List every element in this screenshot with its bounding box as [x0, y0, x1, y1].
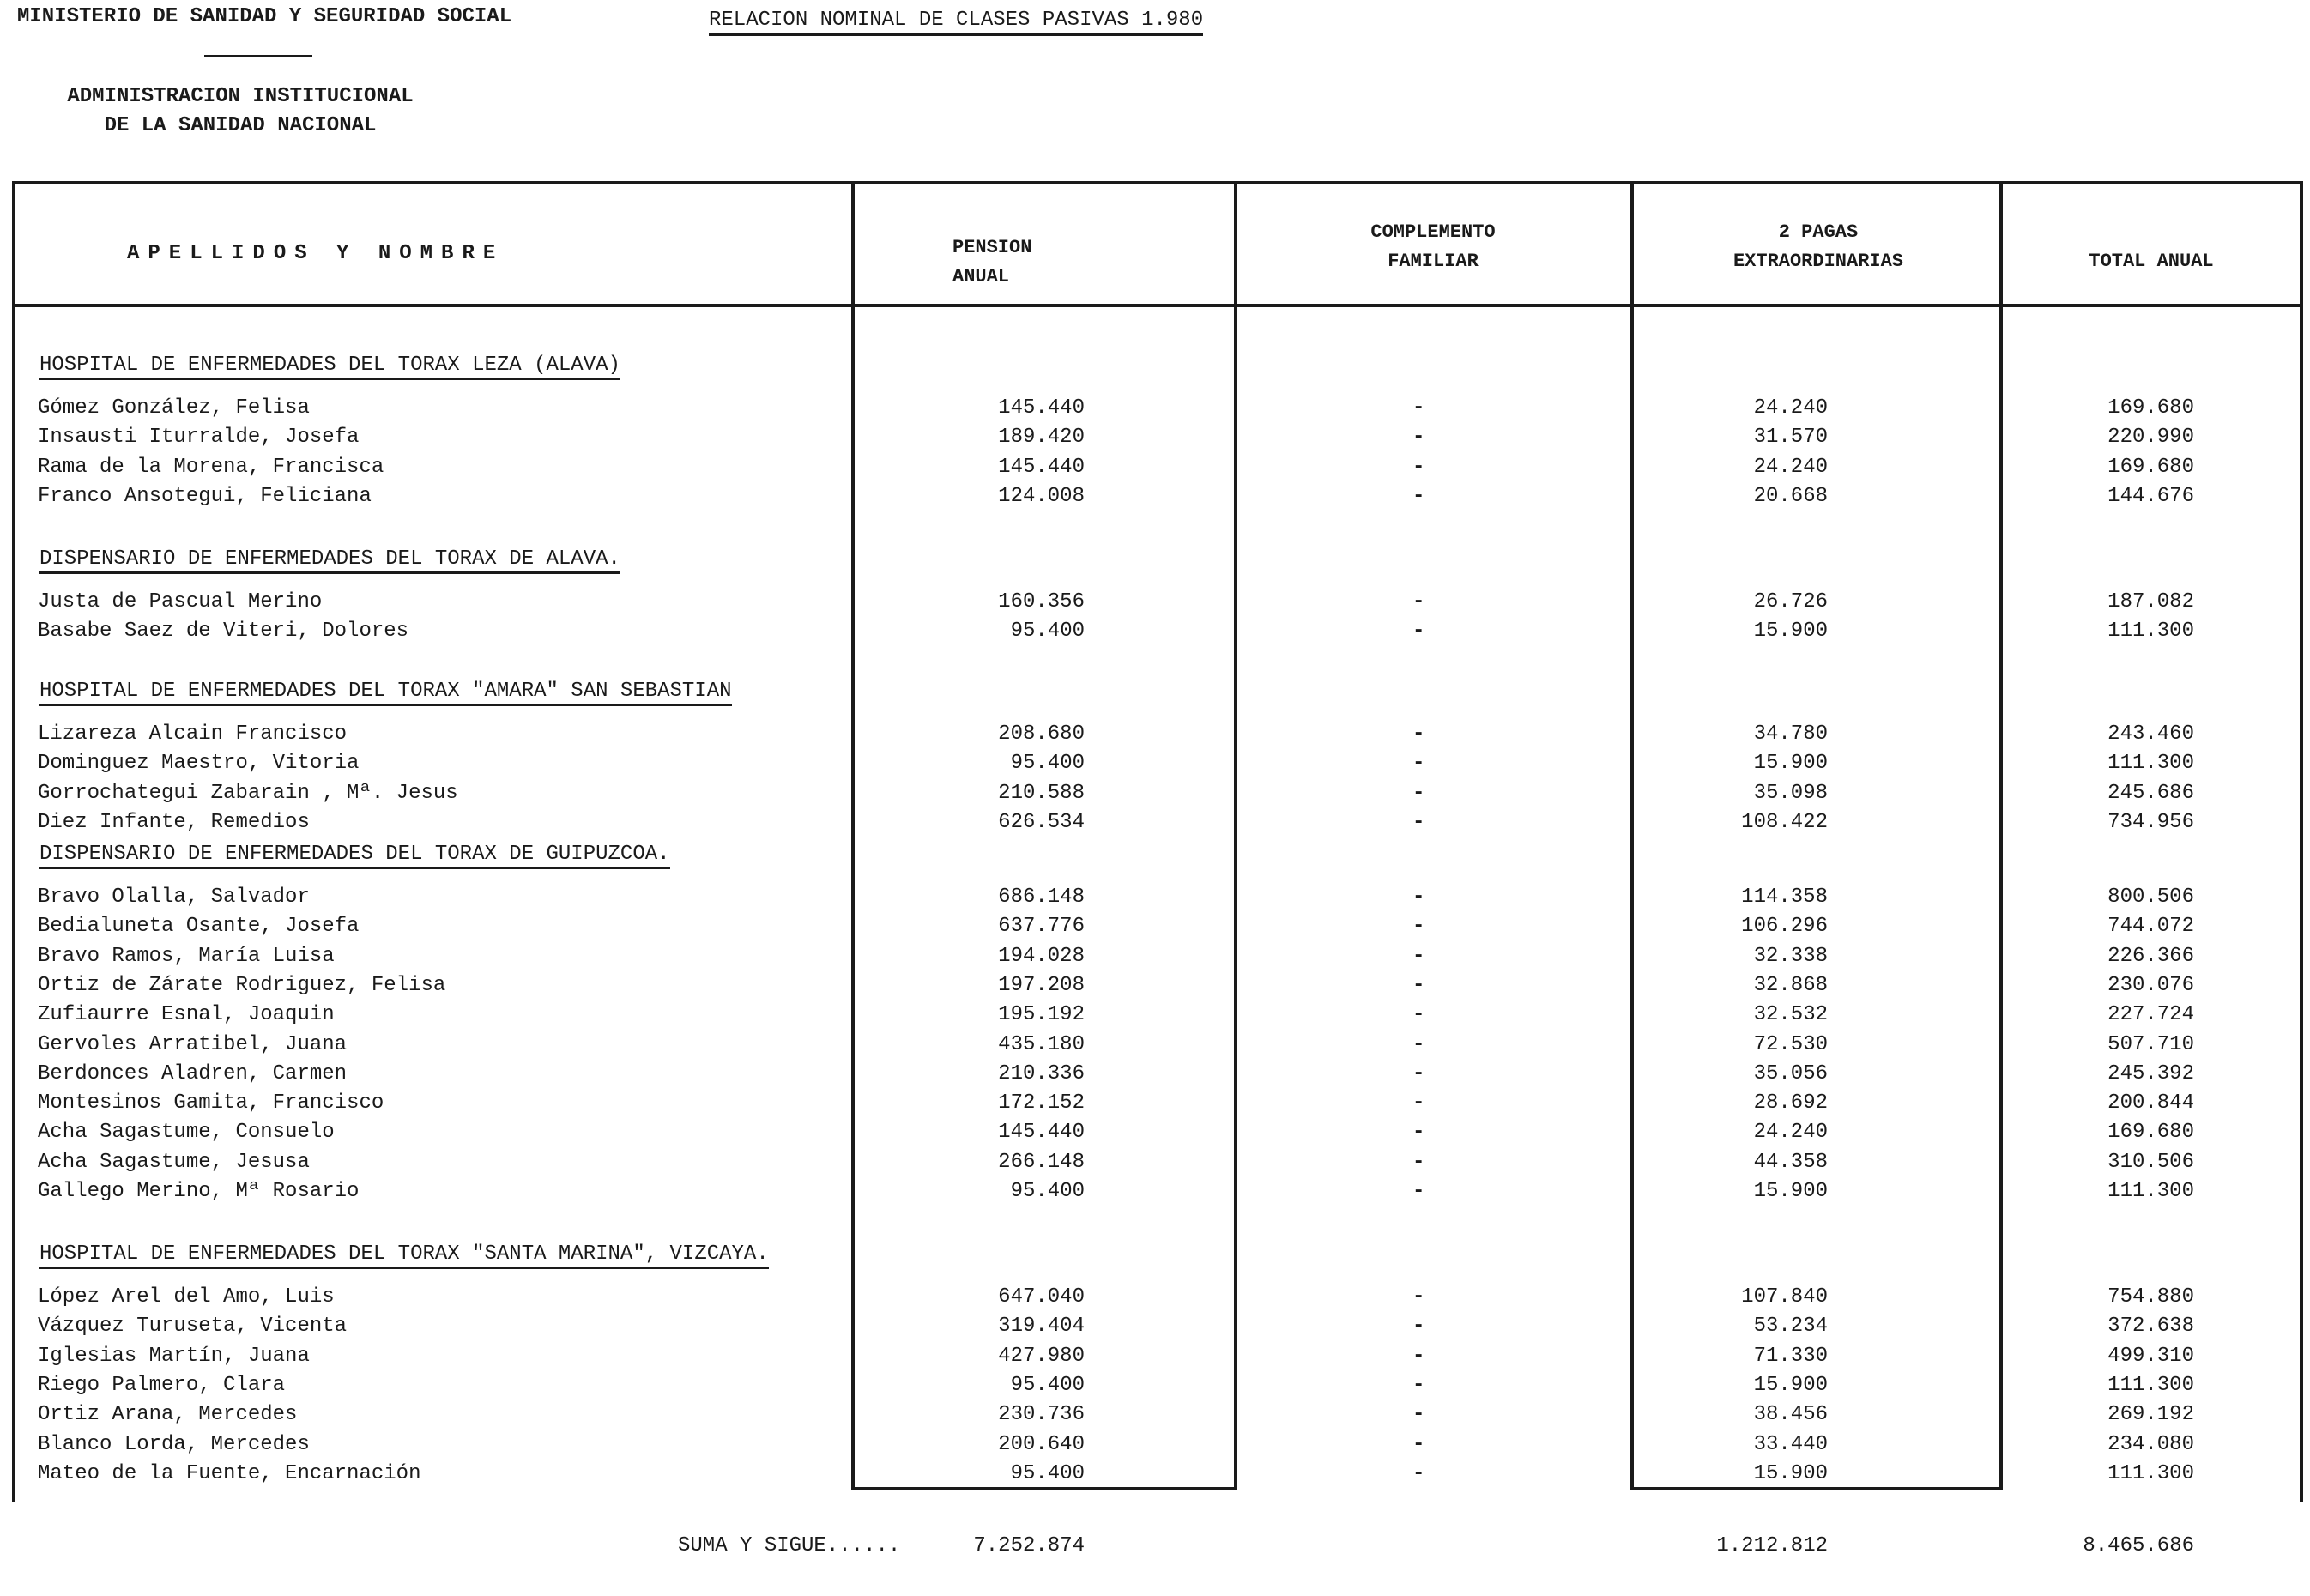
- row-name: Ortiz Arana, Mercedes: [38, 1403, 298, 1427]
- row-pension: 160.356: [998, 590, 1085, 614]
- row-name: Gómez González, Felisa: [38, 396, 310, 420]
- row-pagas: 28.692: [1753, 1091, 1828, 1115]
- row-name: Iglesias Martín, Juana: [38, 1344, 310, 1368]
- row-total: 507.710: [2107, 1032, 2194, 1056]
- row-pension: 145.440: [998, 455, 1085, 479]
- section-title: HOSPITAL DE ENFERMEDADES DEL TORAX "AMARA" SAN SEBASTIAN: [39, 680, 732, 706]
- row-name: Ortiz de Zárate Rodriguez, Felisa: [38, 973, 446, 997]
- row-complemento: -: [1412, 1315, 1425, 1339]
- row-pagas: 72.530: [1753, 1032, 1828, 1056]
- row-total: 245.392: [2107, 1061, 2194, 1085]
- pagas-col-bottom: [1630, 1487, 2003, 1490]
- row-complemento: -: [1412, 1121, 1425, 1145]
- row-pagas: 35.056: [1753, 1061, 1828, 1085]
- row-total: 169.680: [2107, 455, 2194, 479]
- col-header-pagas: [1634, 218, 2003, 276]
- suma-pagas-total: 1.212.812: [1716, 1534, 1828, 1557]
- row-pagas: 24.240: [1753, 396, 1828, 420]
- admin-line-2: DE LA SANIDAD NACIONAL: [104, 114, 377, 137]
- row-pension: 427.980: [998, 1344, 1085, 1368]
- row-total: 372.638: [2107, 1315, 2194, 1339]
- row-name: Bravo Olalla, Salvador: [38, 886, 310, 909]
- row-name: Bedialuneta Osante, Josefa: [38, 915, 360, 939]
- row-name: Franco Ansotegui, Feliciana: [38, 484, 372, 508]
- col-header-pension: [952, 233, 1124, 292]
- suma-pension-total: 7.252.874: [973, 1534, 1085, 1557]
- ministry-underline: [204, 55, 312, 57]
- col-divider-pagas: [1630, 181, 1634, 1490]
- row-total: 269.192: [2107, 1403, 2194, 1427]
- section-title: HOSPITAL DE ENFERMEDADES DEL TORAX LEZA (ALAVA): [39, 354, 620, 380]
- row-pension: 266.148: [998, 1150, 1085, 1174]
- row-name: Bravo Ramos, María Luisa: [38, 944, 335, 968]
- row-pagas: 15.900: [1753, 1461, 1828, 1485]
- row-pagas: 32.338: [1753, 944, 1828, 968]
- row-complemento: -: [1412, 781, 1425, 805]
- row-total: 169.680: [2107, 396, 2194, 420]
- row-total: 111.300: [2107, 1373, 2194, 1397]
- suma-grand-total: 8.465.686: [2083, 1534, 2194, 1557]
- col-header-pension-line1: PENSION: [952, 237, 1032, 258]
- row-name: Gorrochategui Zabarain , Mª. Jesus: [38, 781, 458, 805]
- col-header-pagas-line1: 2 PAGAS: [1778, 221, 1859, 243]
- row-pagas: 106.296: [1741, 915, 1828, 939]
- row-complemento: -: [1412, 1061, 1425, 1085]
- col-divider-complemento: [1234, 181, 1237, 1490]
- row-pagas: 71.330: [1753, 1344, 1828, 1368]
- row-total: 234.080: [2107, 1432, 2194, 1456]
- row-complemento: -: [1412, 1091, 1425, 1115]
- col-header-pagas-line2: EXTRAORDINARIAS: [1732, 251, 1904, 272]
- row-pension: 195.192: [998, 1003, 1085, 1027]
- row-total: 111.300: [2107, 752, 2194, 776]
- row-pension: 686.148: [998, 886, 1085, 909]
- col-header-complemento-line1: COMPLEMENTO: [1370, 221, 1496, 243]
- suma-y-sigue-label: SUMA Y SIGUE......: [678, 1534, 901, 1557]
- row-pension: 435.180: [998, 1032, 1085, 1056]
- row-pension: 626.534: [998, 810, 1085, 834]
- row-pension: 145.440: [998, 396, 1085, 420]
- row-total: 111.300: [2107, 1180, 2194, 1203]
- col-header-complemento: [1236, 218, 1630, 276]
- row-complemento: -: [1412, 1373, 1425, 1397]
- row-pension: 95.400: [1010, 752, 1085, 776]
- row-pagas: 108.422: [1741, 810, 1828, 834]
- row-name: Insausti Iturralde, Josefa: [38, 426, 360, 450]
- col-divider-total: [1999, 181, 2003, 1490]
- col-header-total: TOTAL ANUAL: [2089, 251, 2214, 272]
- row-complemento: -: [1412, 396, 1425, 420]
- row-pension: 208.680: [998, 722, 1085, 746]
- row-pagas: 53.234: [1753, 1315, 1828, 1339]
- row-pension: 95.400: [1010, 1373, 1085, 1397]
- row-complemento: -: [1412, 426, 1425, 450]
- admin-heading: [43, 82, 438, 141]
- row-total: 111.300: [2107, 620, 2194, 644]
- row-total: 187.082: [2107, 590, 2194, 614]
- row-pension: 637.776: [998, 915, 1085, 939]
- row-total: 220.990: [2107, 426, 2194, 450]
- row-name: Gallego Merino, Mª Rosario: [38, 1180, 360, 1203]
- row-total: 200.844: [2107, 1091, 2194, 1115]
- col-header-pension-line2: ANUAL: [952, 266, 1010, 287]
- row-total: 111.300: [2107, 1461, 2194, 1485]
- row-pagas: 114.358: [1741, 886, 1828, 909]
- row-complemento: -: [1412, 1003, 1425, 1027]
- row-complemento: -: [1412, 1344, 1425, 1368]
- row-complemento: -: [1412, 752, 1425, 776]
- row-complemento: -: [1412, 915, 1425, 939]
- row-total: 734.956: [2107, 810, 2194, 834]
- row-pension: 95.400: [1010, 1461, 1085, 1485]
- row-pagas: 15.900: [1753, 620, 1828, 644]
- row-pension: 145.440: [998, 1121, 1085, 1145]
- table-header-border: [12, 304, 2303, 307]
- col-divider-pension: [851, 181, 855, 1490]
- row-pagas: 20.668: [1753, 484, 1828, 508]
- table-right-border: [2300, 181, 2303, 1502]
- row-total: 744.072: [2107, 915, 2194, 939]
- row-total: 227.724: [2107, 1003, 2194, 1027]
- row-pagas: 107.840: [1741, 1285, 1828, 1309]
- row-pension: 197.208: [998, 973, 1085, 997]
- row-pagas: 15.900: [1753, 1373, 1828, 1397]
- row-name: Riego Palmero, Clara: [38, 1373, 286, 1397]
- row-name: Blanco Lorda, Mercedes: [38, 1432, 310, 1456]
- row-total: 144.676: [2107, 484, 2194, 508]
- row-pagas: 34.780: [1753, 722, 1828, 746]
- row-complemento: -: [1412, 1285, 1425, 1309]
- row-pension: 189.420: [998, 426, 1085, 450]
- row-complemento: -: [1412, 620, 1425, 644]
- admin-line-1: ADMINISTRACION INSTITUCIONAL: [67, 85, 414, 108]
- row-total: 230.076: [2107, 973, 2194, 997]
- row-name: López Arel del Amo, Luis: [38, 1285, 335, 1309]
- table-top-border: [12, 181, 2303, 184]
- row-name: Lizareza Alcain Francisco: [38, 722, 348, 746]
- row-pension: 95.400: [1010, 1180, 1085, 1203]
- row-pagas: 15.900: [1753, 752, 1828, 776]
- pension-col-bottom: [851, 1487, 1237, 1490]
- row-complemento: -: [1412, 1432, 1425, 1456]
- row-pension: 172.152: [998, 1091, 1085, 1115]
- row-complemento: -: [1412, 590, 1425, 614]
- row-pension: 194.028: [998, 944, 1085, 968]
- section-title: DISPENSARIO DE ENFERMEDADES DEL TORAX DE GUIPUZCOA.: [39, 843, 670, 869]
- row-complemento: -: [1412, 886, 1425, 909]
- row-complemento: -: [1412, 973, 1425, 997]
- row-total: 310.506: [2107, 1150, 2194, 1174]
- row-pension: 200.640: [998, 1432, 1085, 1456]
- ministry-title: MINISTERIO DE SANIDAD Y SEGURIDAD SOCIAL: [17, 5, 512, 28]
- row-name: Mateo de la Fuente, Encarnación: [38, 1461, 421, 1485]
- row-name: Basabe Saez de Viteri, Dolores: [38, 620, 409, 644]
- col-header-complemento-line2: FAMILIAR: [1388, 251, 1479, 272]
- row-pagas: 35.098: [1753, 781, 1828, 805]
- row-name: Rama de la Morena, Francisca: [38, 455, 384, 479]
- row-pension: 95.400: [1010, 620, 1085, 644]
- row-complemento: -: [1412, 1461, 1425, 1485]
- row-pagas: 33.440: [1753, 1432, 1828, 1456]
- row-pagas: 32.868: [1753, 973, 1828, 997]
- row-total: 800.506: [2107, 886, 2194, 909]
- row-name: Justa de Pascual Merino: [38, 590, 323, 614]
- section-title: HOSPITAL DE ENFERMEDADES DEL TORAX "SANTA MARINA", VIZCAYA.: [39, 1242, 769, 1269]
- row-pagas: 24.240: [1753, 1121, 1828, 1145]
- row-name: Berdonces Aladren, Carmen: [38, 1061, 348, 1085]
- row-name: Acha Sagastume, Jesusa: [38, 1150, 310, 1174]
- row-complemento: -: [1412, 1403, 1425, 1427]
- row-pagas: 24.240: [1753, 455, 1828, 479]
- row-name: Acha Sagastume, Consuelo: [38, 1121, 335, 1145]
- row-pension: 319.404: [998, 1315, 1085, 1339]
- row-name: Zufiaurre Esnal, Joaquin: [38, 1003, 335, 1027]
- section-title: DISPENSARIO DE ENFERMEDADES DEL TORAX DE ALAVA.: [39, 547, 620, 574]
- row-pension: 210.336: [998, 1061, 1085, 1085]
- row-complemento: -: [1412, 722, 1425, 746]
- row-name: Vázquez Turuseta, Vicenta: [38, 1315, 348, 1339]
- row-pension: 647.040: [998, 1285, 1085, 1309]
- document-title: RELACION NOMINAL DE CLASES PASIVAS 1.980: [709, 9, 1203, 36]
- row-pagas: 32.532: [1753, 1003, 1828, 1027]
- row-complemento: -: [1412, 484, 1425, 508]
- row-pagas: 44.358: [1753, 1150, 1828, 1174]
- table-left-border: [12, 181, 15, 1502]
- row-total: 169.680: [2107, 1121, 2194, 1145]
- row-pagas: 31.570: [1753, 426, 1828, 450]
- row-total: 226.366: [2107, 944, 2194, 968]
- row-complemento: -: [1412, 455, 1425, 479]
- row-pension: 210.588: [998, 781, 1085, 805]
- row-complemento: -: [1412, 810, 1425, 834]
- row-pagas: 38.456: [1753, 1403, 1828, 1427]
- row-name: Diez Infante, Remedios: [38, 810, 310, 834]
- row-name: Montesinos Gamita, Francisco: [38, 1091, 384, 1115]
- row-complemento: -: [1412, 1032, 1425, 1056]
- row-complemento: -: [1412, 944, 1425, 968]
- row-complemento: -: [1412, 1180, 1425, 1203]
- row-total: 754.880: [2107, 1285, 2194, 1309]
- col-header-name: APELLIDOS Y NOMBRE: [127, 242, 505, 265]
- row-complemento: -: [1412, 1150, 1425, 1174]
- row-total: 245.686: [2107, 781, 2194, 805]
- row-total: 499.310: [2107, 1344, 2194, 1368]
- row-pagas: 15.900: [1753, 1180, 1828, 1203]
- row-pension: 124.008: [998, 484, 1085, 508]
- row-name: Gervoles Arratibel, Juana: [38, 1032, 348, 1056]
- row-total: 243.460: [2107, 722, 2194, 746]
- row-pagas: 26.726: [1753, 590, 1828, 614]
- row-name: Dominguez Maestro, Vitoria: [38, 752, 360, 776]
- row-pension: 230.736: [998, 1403, 1085, 1427]
